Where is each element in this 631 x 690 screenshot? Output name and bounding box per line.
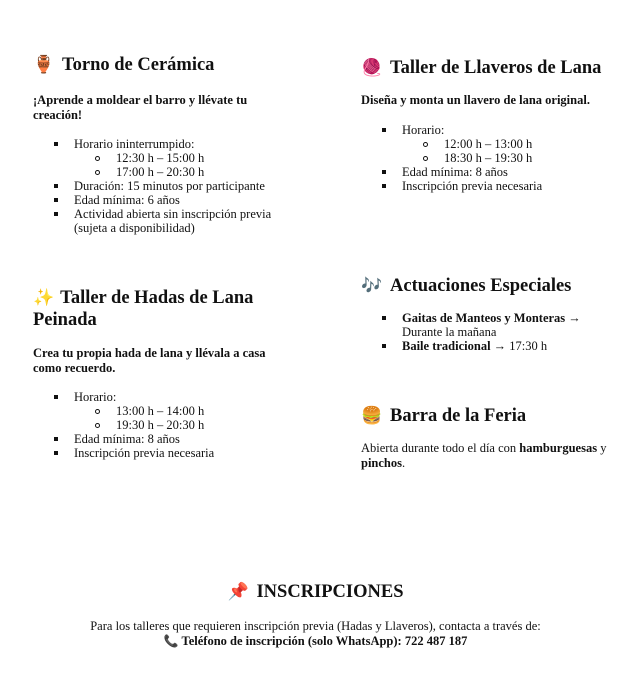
- torno-lead: ¡Aprende a moldear el barro y llévate tu creación!: [33, 93, 248, 122]
- list-item: Gaitas de Manteos y Monteras → Durante la mañana: [361, 311, 602, 339]
- hadas-times: [74, 404, 293, 432]
- llaveros-lead: Diseña y monta un llavero de lana original.: [361, 93, 590, 107]
- barra-text: Abierta durante todo el día con hamburguesas y pinchos.: [361, 441, 607, 470]
- barra-heading: [361, 405, 621, 427]
- yarn-icon: 🧶: [361, 58, 383, 77]
- inscripciones-title: INSCRIPCIONES: [256, 582, 404, 602]
- llaveros-heading: [361, 57, 621, 79]
- time-item: 18:30 h – 19:30 h: [402, 151, 621, 165]
- list-item: Duración: 15 minutos por participante: [33, 179, 323, 193]
- list-item: Edad mínima: 6 años: [33, 193, 323, 207]
- hadas-lead: Crea tu propia hada de lana y llévala a casa como recuerdo.: [33, 346, 266, 375]
- actuaciones-list: [361, 311, 621, 353]
- section-hadas: [33, 287, 293, 460]
- time-item: 12:00 h – 13:00 h: [402, 137, 621, 151]
- inscripciones-phone: [0, 634, 631, 649]
- list-item: Actividad abierta sin inscripción previa (sujeta a disponibilidad): [33, 207, 279, 235]
- list-item: Baile tradicional → 17:30 h: [361, 339, 621, 353]
- time-item: 19:30 h – 20:30 h: [74, 418, 293, 432]
- time-item: 17:00 h – 20:30 h: [74, 165, 323, 179]
- amphora-icon: 🏺: [33, 55, 55, 74]
- llaveros-title: Taller de Llaveros de Lana: [390, 58, 602, 78]
- time-item: 13:00 h – 14:00 h: [74, 404, 293, 418]
- list-item: Horario: 13:00 h – 14:00 h 19:30 h – 20:30 h: [33, 390, 293, 432]
- torno-list: [33, 137, 323, 235]
- list-item: Edad mínima: 8 años: [33, 432, 293, 446]
- torno-title: Torno de Cerámica: [62, 55, 215, 75]
- actuaciones-title: Actuaciones Especiales: [390, 276, 572, 296]
- llaveros-times: [402, 137, 621, 165]
- list-item: Edad mínima: 8 años: [361, 165, 621, 179]
- phone-icon: 📞: [163, 634, 179, 648]
- llaveros-list: [361, 123, 621, 193]
- phone-label[interactable]: Teléfono de inscripción (solo WhatsApp): 722 487 187: [181, 634, 468, 648]
- torno-heading: [33, 54, 323, 76]
- time-item: 12:30 h – 15:00 h: [74, 151, 323, 165]
- section-actuaciones: [361, 275, 621, 353]
- sparkles-icon: ✨: [33, 288, 55, 307]
- hadas-heading: [33, 287, 293, 331]
- list-item: Inscripción previa necesaria: [361, 179, 621, 193]
- barra-title: Barra de la Feria: [390, 406, 527, 426]
- inscripciones-text: Para los talleres que requieren inscripción previa (Hadas y Llaveros), contacta a través de:: [90, 619, 541, 633]
- hadas-title: Taller de Hadas de Lana Peinada: [33, 288, 254, 330]
- list-item: Horario ininterrumpido: 12:30 h – 15:00 h 17:00 h – 20:30 h: [33, 137, 323, 179]
- torno-times: [74, 151, 323, 179]
- section-inscripciones: [0, 581, 631, 649]
- section-llaveros: [361, 57, 621, 193]
- music-notes-icon: 🎶: [361, 276, 383, 295]
- actuaciones-heading: [361, 275, 621, 297]
- list-item: Inscripción previa necesaria: [33, 446, 293, 460]
- hamburger-icon: 🍔: [361, 406, 383, 425]
- section-torno-ceramica: [33, 54, 323, 235]
- hadas-list: [33, 390, 293, 460]
- section-barra: [361, 405, 621, 471]
- inscripciones-heading: [0, 581, 631, 603]
- list-item: Horario: 12:00 h – 13:00 h 18:30 h – 19:30 h: [361, 123, 621, 165]
- pushpin-icon: 📌: [227, 582, 250, 601]
